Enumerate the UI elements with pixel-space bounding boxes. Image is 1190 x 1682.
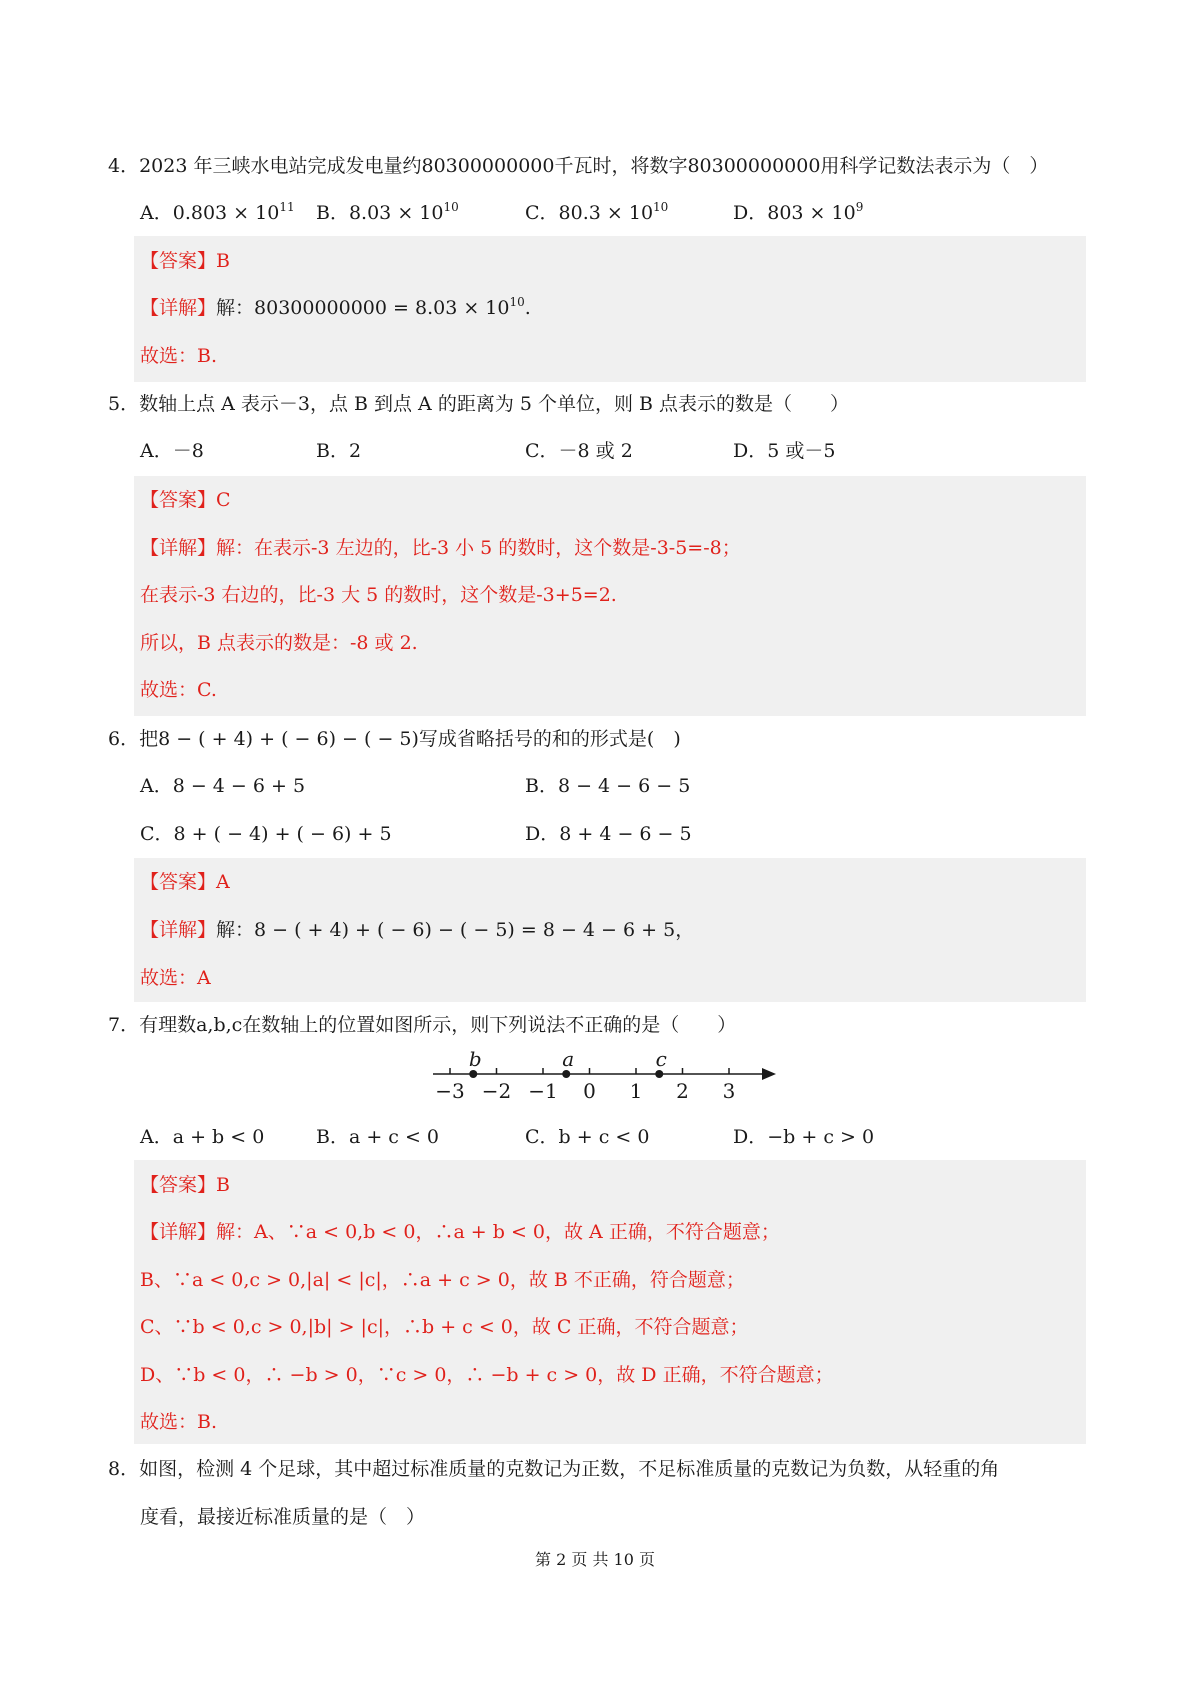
q5-option-a[interactable]: A．－8 (140, 440, 204, 462)
q6-detail: 【详解】解：8 − ( + 4) + ( − 6) − ( − 5) = 8 − 4 − 6 + 5， (140, 919, 695, 941)
q4-answer: 【答案】B (140, 250, 230, 272)
q7-option-c[interactable]: C．b + c < 0 (525, 1126, 650, 1148)
q5-option-b[interactable]: B．2 (316, 440, 362, 462)
q6-option-c[interactable]: C．8 + ( − 4) + ( − 6) + 5 (140, 823, 392, 845)
number-line-arrow (762, 1068, 776, 1080)
number-line-tick-label: −1 (528, 1079, 558, 1103)
q5-answer: 【答案】C (140, 489, 231, 511)
q5-option-d[interactable]: D．5 或－5 (733, 440, 836, 462)
number-line-point-c (655, 1070, 663, 1078)
number-line-tick-label: 2 (676, 1079, 689, 1103)
number-line-point-b (469, 1070, 477, 1078)
number-line-point-label-c: c (655, 1047, 667, 1071)
number-line-tick-label: −2 (481, 1079, 512, 1103)
page-footer: 第 2 页 共 10 页 (535, 1550, 655, 1569)
q8-stem-line-1: 8．如图，检测 4 个足球，其中超过标准质量的克数记为正数，不足标准质量的克数记为负数，从轻重的角 (108, 1458, 1000, 1480)
q6-answer: 【答案】A (140, 871, 230, 893)
q4-stem: 4．2023 年三峡水电站完成发电量约80300000000千瓦时，将数字80300000000用科学记数法表示为（ ） (108, 155, 1049, 177)
q7-detail-2: B、∵a < 0,c > 0,|a| < |c|，∴a + c > 0，故 B 不正确，符合题意； (140, 1269, 745, 1291)
q4-detail-text: 解：80300000000 = 8.03 × 10 (216, 297, 510, 319)
number-line-point-a (562, 1070, 570, 1078)
number-line-point-label-b: b (468, 1047, 482, 1071)
number-line-tick-label: −3 (435, 1079, 465, 1103)
q7-answer: 【答案】B (140, 1174, 230, 1196)
q6-detail-label: 【详解】 (140, 919, 217, 941)
q7-option-a[interactable]: A．a + b < 0 (140, 1126, 265, 1148)
number-line-tick-label: 0 (583, 1079, 596, 1103)
q7-option-b[interactable]: B．a + c < 0 (316, 1126, 440, 1148)
number-line-point-label-a: a (562, 1047, 575, 1071)
q6-stem: 6．把8 − ( + 4) + ( − 6) − ( − 5)写成省略括号的和的形式是( ) (108, 728, 681, 750)
number-line-tick-label: 3 (722, 1079, 736, 1103)
q6-option-b[interactable]: B．8 − 4 − 6 − 5 (525, 775, 691, 797)
q4-option-c[interactable]: C．$80.3 \times 10^{10}$ (525, 200, 669, 224)
q7-number-line (420, 1042, 790, 1108)
q7-conclusion: 故选：B. (140, 1411, 218, 1433)
q8-stem-line-2: 度看，最接近标准质量的是（ ） (140, 1506, 426, 1528)
q7-answer-box (134, 1160, 1086, 1444)
q7-detail-label: 【详解】 (140, 1221, 217, 1243)
q6-option-d[interactable]: D．8 + 4 − 6 − 5 (525, 823, 692, 845)
q7-detail-1: 【详解】解：A、∵a < 0,b < 0，∴a + b < 0，故 A 正确，不符合题意； (140, 1221, 780, 1243)
q6-conclusion: 故选：A (140, 967, 211, 989)
q7-stem: 7．有理数a,b,c在数轴上的位置如图所示，则下列说法不正确的是（ ） (108, 1014, 737, 1036)
q7-detail-4: D、∵b < 0，∴ −b > 0，∵c > 0，∴ −b + c > 0，故 D 正确，不符合题意； (140, 1364, 834, 1386)
q4-detail: 【详解】解：$80300000000 = 8.03 \times 10^{10}$. (140, 295, 531, 319)
q5-conclusion: 故选：C. (140, 679, 217, 701)
number-line-tick-label: 1 (629, 1079, 643, 1103)
q5-stem: 5．数轴上点 A 表示－3，点 B 到点 A 的距离为 5 个单位，则 B 点表示的数是（ ） (108, 393, 850, 415)
q5-option-c[interactable]: C．－8 或 2 (525, 440, 633, 462)
q5-detail-3: 所以，B 点表示的数是：-8 或 2. (140, 632, 418, 654)
q6-option-a[interactable]: A．8 − 4 − 6 + 5 (140, 775, 306, 797)
q4-detail-label: 【详解】 (140, 297, 217, 319)
q5-detail-1: 【详解】解：在表示-3 左边的，比-3 小 5 的数时，这个数是-3-5=-8； (140, 537, 741, 559)
q4-option-d[interactable]: D．$803 \times 10^9$ (733, 200, 864, 224)
q7-detail-3: C、∵b < 0,c > 0,|b| > |c|，∴b + c < 0，故 C 正确，不符合题意； (140, 1316, 749, 1338)
q4-option-a[interactable]: A．$0.803 \times 10^{11}$ (140, 200, 295, 224)
q4-option-b[interactable]: B．$8.03 \times 10^{10}$ (316, 200, 459, 224)
q4-conclusion: 故选：B. (140, 345, 218, 367)
q5-detail-label: 【详解】 (140, 537, 217, 559)
q5-detail-2: 在表示-3 右边的，比-3 大 5 的数时，这个数是-3+5=2. (140, 584, 617, 606)
q7-option-d[interactable]: D．−b + c > 0 (733, 1126, 875, 1148)
